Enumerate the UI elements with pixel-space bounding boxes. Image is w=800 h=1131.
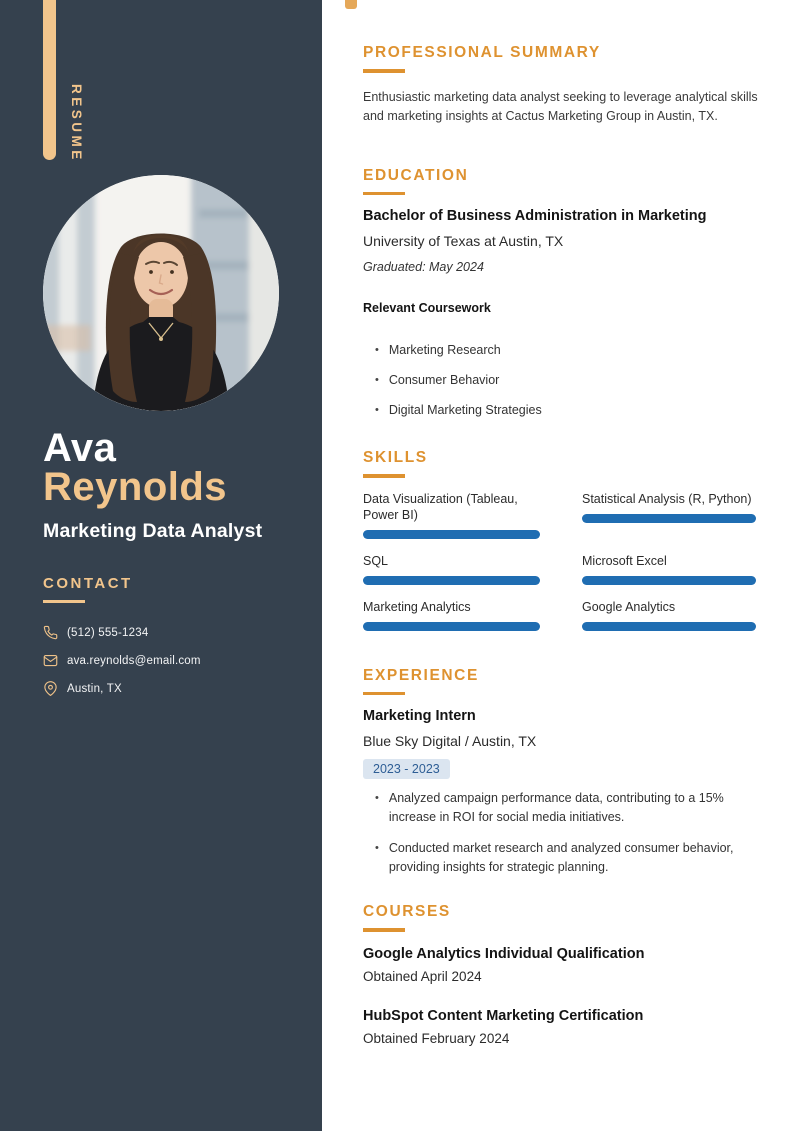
contact-row-phone	[43, 625, 305, 640]
coursework-list	[363, 342, 756, 418]
education-section	[363, 167, 756, 419]
contact-row-email	[43, 653, 305, 668]
skills-heading: SKILLS	[363, 449, 428, 466]
courses-heading-rule	[363, 928, 405, 932]
name-first: Ava	[43, 426, 117, 470]
coursework-item-label: • Marketing Research	[388, 343, 501, 357]
course-item	[363, 946, 756, 984]
job-bullet-text: • Conducted market research and analyzed consumer behavior, providing insights for strategic planning.	[388, 841, 734, 874]
experience-job	[363, 708, 756, 876]
school-name: University of Texas at Austin, TX	[363, 233, 564, 249]
summary-section	[363, 44, 756, 126]
experience-heading-rule	[363, 692, 405, 696]
experience-section	[363, 667, 756, 877]
vertical-resume-label: RESUME	[69, 84, 84, 163]
summary-text: Enthusiastic marketing data analyst seeking to leverage analytical skills and marketing insights at Cactus Marketing Group in Austin, TX.	[363, 89, 758, 123]
skill-label: Google Analytics	[582, 599, 676, 614]
coursework-heading: Relevant Coursework	[363, 301, 491, 315]
phone-text: (512) 555-1234	[67, 626, 149, 639]
course-title: HubSpot Content Marketing Certification	[363, 1007, 644, 1024]
coursework-item-label: • Consumer Behavior	[388, 373, 500, 387]
skill-level-bar	[582, 576, 756, 585]
skill-level-bar	[582, 514, 756, 523]
courses-heading: COURSES	[363, 903, 451, 920]
skill-level-bar	[363, 622, 540, 631]
portrait-illustration	[43, 175, 279, 411]
job-bullet-list	[363, 789, 756, 876]
skill-item	[582, 491, 756, 539]
skill-level-bar	[363, 530, 540, 539]
location-icon	[43, 681, 58, 696]
coursework-item	[363, 342, 756, 358]
location-text: Austin, TX	[67, 682, 122, 695]
course-date: Obtained February 2024	[363, 1030, 510, 1046]
main-content	[322, 0, 800, 1131]
phone-icon	[43, 625, 58, 640]
education-heading-rule	[363, 192, 405, 196]
skills-grid	[363, 491, 756, 631]
job-dates-badge: 2023 - 2023	[363, 759, 450, 779]
job-bullet	[363, 789, 756, 826]
coursework-item-label: • Digital Marketing Strategies	[388, 403, 542, 417]
skill-label: Data Visualization (Tableau, Power BI)	[363, 491, 518, 522]
contact-heading: CONTACT	[43, 575, 133, 592]
job-bullet-text: • Analyzed campaign performance data, contributing to a 15% increase in ROI for social media initiatives.	[388, 791, 724, 824]
course-item	[363, 1008, 756, 1046]
skill-label: Statistical Analysis (R, Python)	[582, 491, 752, 506]
accent-bar	[43, 0, 56, 160]
job-company: Blue Sky Digital / Austin, TX	[363, 733, 537, 749]
course-title: Google Analytics Individual Qualification	[363, 945, 645, 962]
contact-section	[43, 575, 305, 709]
courses-section	[363, 903, 756, 1046]
skill-item	[582, 553, 756, 585]
skill-label: Marketing Analytics	[363, 599, 471, 614]
coursework-item	[363, 402, 756, 418]
coursework-item	[363, 372, 756, 388]
degree-title: Bachelor of Business Administration in Marketing	[363, 208, 707, 224]
skill-item	[582, 599, 756, 631]
identity-block	[43, 426, 305, 543]
experience-heading: EXPERIENCE	[363, 666, 479, 684]
contact-heading-rule	[43, 600, 85, 603]
skill-label: Microsoft Excel	[582, 553, 667, 568]
course-date: Obtained April 2024	[363, 968, 482, 984]
email-text: ava.reynolds@email.com	[67, 654, 201, 667]
job-position-title: Marketing Intern	[363, 708, 476, 724]
avatar	[43, 175, 279, 411]
mail-icon	[43, 653, 58, 668]
skills-section	[363, 449, 756, 631]
summary-heading: PROFESSIONAL SUMMARY	[363, 44, 601, 61]
job-title: Marketing Data Analyst	[43, 520, 263, 542]
skill-label: SQL	[363, 553, 389, 568]
summary-heading-rule	[363, 69, 405, 73]
skill-level-bar	[582, 622, 756, 631]
skill-item	[363, 553, 540, 585]
sidebar	[0, 0, 322, 1131]
education-heading: EDUCATION	[363, 166, 469, 184]
skills-heading-rule	[363, 474, 405, 478]
skill-item	[363, 599, 540, 631]
job-bullet	[363, 839, 756, 876]
name-last: Reynolds	[43, 465, 228, 509]
contact-row-location	[43, 681, 305, 696]
skill-item	[363, 491, 540, 539]
graduation-date: Graduated: May 2024	[363, 260, 484, 274]
skill-level-bar	[363, 576, 540, 585]
